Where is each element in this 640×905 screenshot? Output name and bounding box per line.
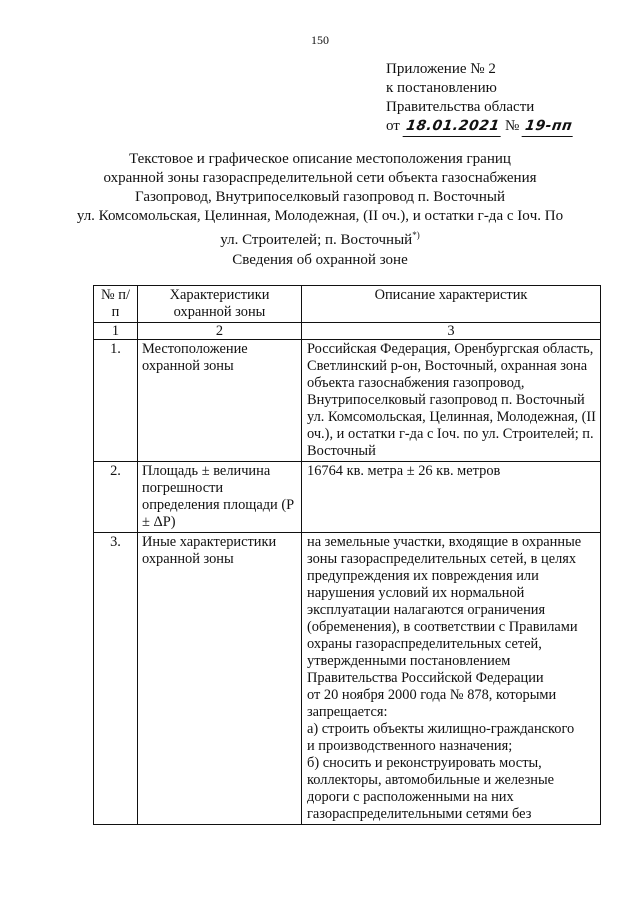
index-cell-2: 2 [138, 323, 302, 340]
section-subheading: Сведения об охранной зоне [232, 252, 408, 268]
row-3-line: запрещается: [307, 704, 388, 720]
table-row [94, 462, 601, 533]
row-3-line: утвержденными постановлением [307, 653, 511, 669]
row-3-description [302, 533, 601, 825]
header-num: № п/п [94, 286, 138, 323]
row-3-line: коллекторы, автомобильные и железные [307, 772, 555, 788]
row-3-line: (обременения), в соответствии с Правилами [307, 619, 578, 635]
row-3-line: предупреждения их повреждения или [307, 568, 539, 584]
number-prefix: № [504, 118, 520, 134]
table-row [94, 533, 601, 825]
row-1-characteristic: Местоположение охранной зоны [138, 340, 302, 462]
page-number: 150 [311, 33, 329, 47]
appendix-block [386, 60, 574, 137]
row-3-line: эксплуатации налагаются ограничения [307, 602, 546, 618]
appendix-date-line [386, 117, 574, 137]
row-1-num: 1. [94, 340, 138, 462]
heading-line-3: Газопровод, Внутрипоселковый газопровод п. Восточный [135, 189, 505, 205]
handwritten-date: 18.01.2021 [402, 117, 502, 137]
row-3-num: 3. [94, 533, 138, 825]
row-3-line: а) строить объекты жилищно-гражданского [307, 721, 575, 737]
row-3-line: нарушения условий их нормальной [307, 585, 525, 601]
protection-zone-table [93, 285, 601, 825]
table-header-row [94, 286, 601, 323]
row-3-line: Правительства Российской Федерации [307, 670, 544, 686]
row-3-line: дороги с расположенными на них [307, 789, 514, 805]
index-cell-1: 1 [94, 323, 138, 340]
footnote-mark: *) [412, 230, 420, 240]
row-2-description: 16764 кв. метра ± 26 кв. метров [302, 462, 601, 533]
row-2-characteristic: Площадь ± величина погрешности определения площади (P ± ΔP) [138, 462, 302, 533]
table-index-row [94, 323, 601, 340]
row-3-line: б) сносить и реконструировать мосты, [307, 755, 542, 771]
table-row [94, 340, 601, 462]
row-3-line: охраны газораспределительных сетей, [307, 636, 542, 652]
heading-line-5 [70, 226, 570, 250]
heading-line-4: ул. Комсомольская, Целинная, Молодежная, (II оч.), и остатки г-да с Ioч. По [76, 208, 564, 224]
appendix-title: Приложение № 2 [386, 61, 496, 77]
heading-line-2: охранной зоны газораспределительной сети объекта газоснабжения [103, 170, 537, 186]
appendix-line-3: Правительства области [386, 99, 535, 115]
index-cell-3: 3 [302, 323, 601, 340]
heading-line-1: Текстовое и графическое описание местоположения границ [129, 151, 511, 167]
row-3-line: от 20 ноября 2000 года № 878, которыми [307, 687, 557, 703]
row-3-line: зоны газораспределительных сетей, в целях [307, 551, 577, 567]
header-description: Описание характеристик [302, 286, 601, 323]
row-2-num: 2. [94, 462, 138, 533]
header-characteristic: Характеристики охранной зоны [138, 286, 302, 323]
handwritten-number: 19-пп [522, 117, 576, 137]
heading-line-5-text: ул. Строителей; п. Восточный [220, 232, 413, 248]
row-3-characteristic: Иные характеристики охранной зоны [138, 533, 302, 825]
row-1-description: Российская Федерация, Оренбургская область, Светлинский р-он, Восточный, охранная зона объекта газоснабжения газопровод, Внутрипоселковый газопровод п. Восточный ул. Комсомольская, Целинная, Молодежная, (II оч.), и остатки г-да с Ioч. по ул. Строителей; п. Восточный [302, 340, 601, 462]
appendix-line-2: к постановлению [386, 80, 497, 96]
document-heading [70, 150, 570, 250]
row-3-line: на земельные участки, входящие в охранные [307, 534, 582, 550]
row-3-line: газораспределительными сетями без [307, 806, 532, 822]
date-prefix: от [386, 118, 400, 134]
row-3-line: и производственного назначения; [307, 738, 513, 754]
